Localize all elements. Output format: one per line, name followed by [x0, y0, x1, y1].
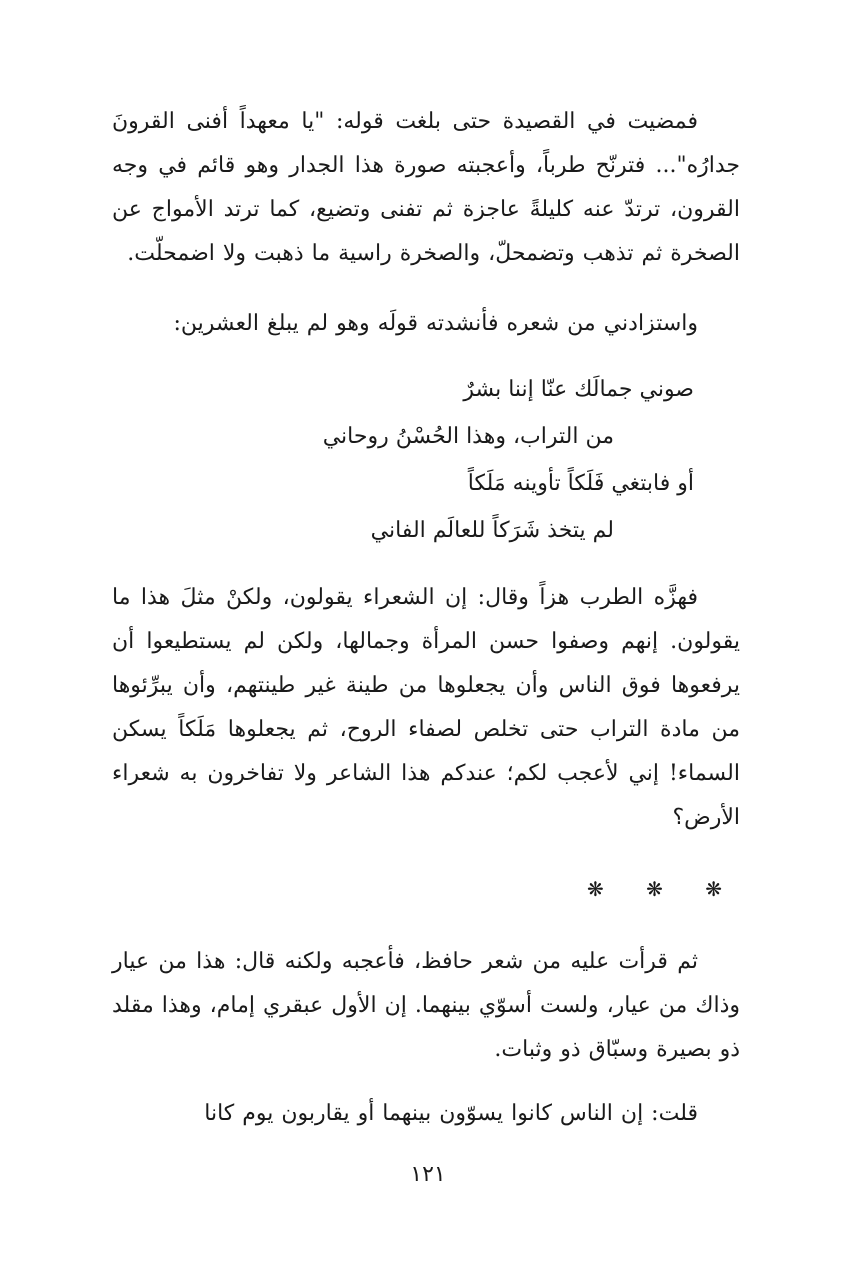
paragraph: فهزَّه الطرب هزاً وقال: إن الشعراء يقولون، ولكنْ مثلَ هذا ما يقولون. إنهم وصفوا حسن المرأة وجمالها، ولكن لم يستطيعوا أن يرفعوها فوق الناس وأن يجعلوها من طينة غير طينتهم، وأن يبرِّئوها من مادة التراب حتى تخلص لصفاء الروح، ثم يجعلوها مَلَكاً يسكن السماء! إني لأعجب لكم؛ عندكم هذا الشاعر ولا تفاخرون به شعراء الأرض؟ — [112, 585, 740, 830]
paragraph: واستزادني من شعره فأنشدته قولَه وهو لم يبلغ العشرين: — [173, 311, 698, 336]
book-page — [112, 100, 740, 1136]
verse-line: صوني جمالَك عنّا إننا بشرٌ — [463, 377, 694, 402]
page-number: ١٢١ — [410, 1162, 446, 1187]
paragraph: قلت: إن الناس كانوا يسوّون بينهما أو يقاربون يوم كانا — [204, 1101, 698, 1126]
poem-verse — [112, 366, 740, 554]
paragraph: ثم قرأت عليه من شعر حافظ، فأعجبه ولكنه قال: هذا من عيار وذاك من عيار، ولست أسوّي بينهما. إن الأول عبقري إمام، وهذا مقلد ذو بصيرة وسبّاق ذو وثبات. — [112, 949, 740, 1062]
section-separator: ❋ ❋ ❋ — [587, 877, 740, 901]
verse-line: لم يتخذ شَرَكاً للعالَم الفاني — [370, 518, 614, 543]
verse-line: من التراب، وهذا الحُسْنُ روحاني — [322, 424, 614, 449]
verse-line: أو فابتغي فَلَكاً تأوينه مَلَكاً — [467, 471, 694, 496]
paragraph: فمضيت في القصيدة حتى بلغت قوله: "يا معهداً أفنى القرونَ جدارُه"... فترنّح طرباً، وأعجبته صورة هذا الجدار وهو قائم في وجه القرون، ترتدّ عنه كليلةً عاجزة ثم تفنى وتضيع، كما ترتد الأمواج عن الصخرة ثم تذهب وتضمحلّ، والصخرة راسية ما ذهبت ولا اضمحلّت. — [112, 109, 740, 266]
